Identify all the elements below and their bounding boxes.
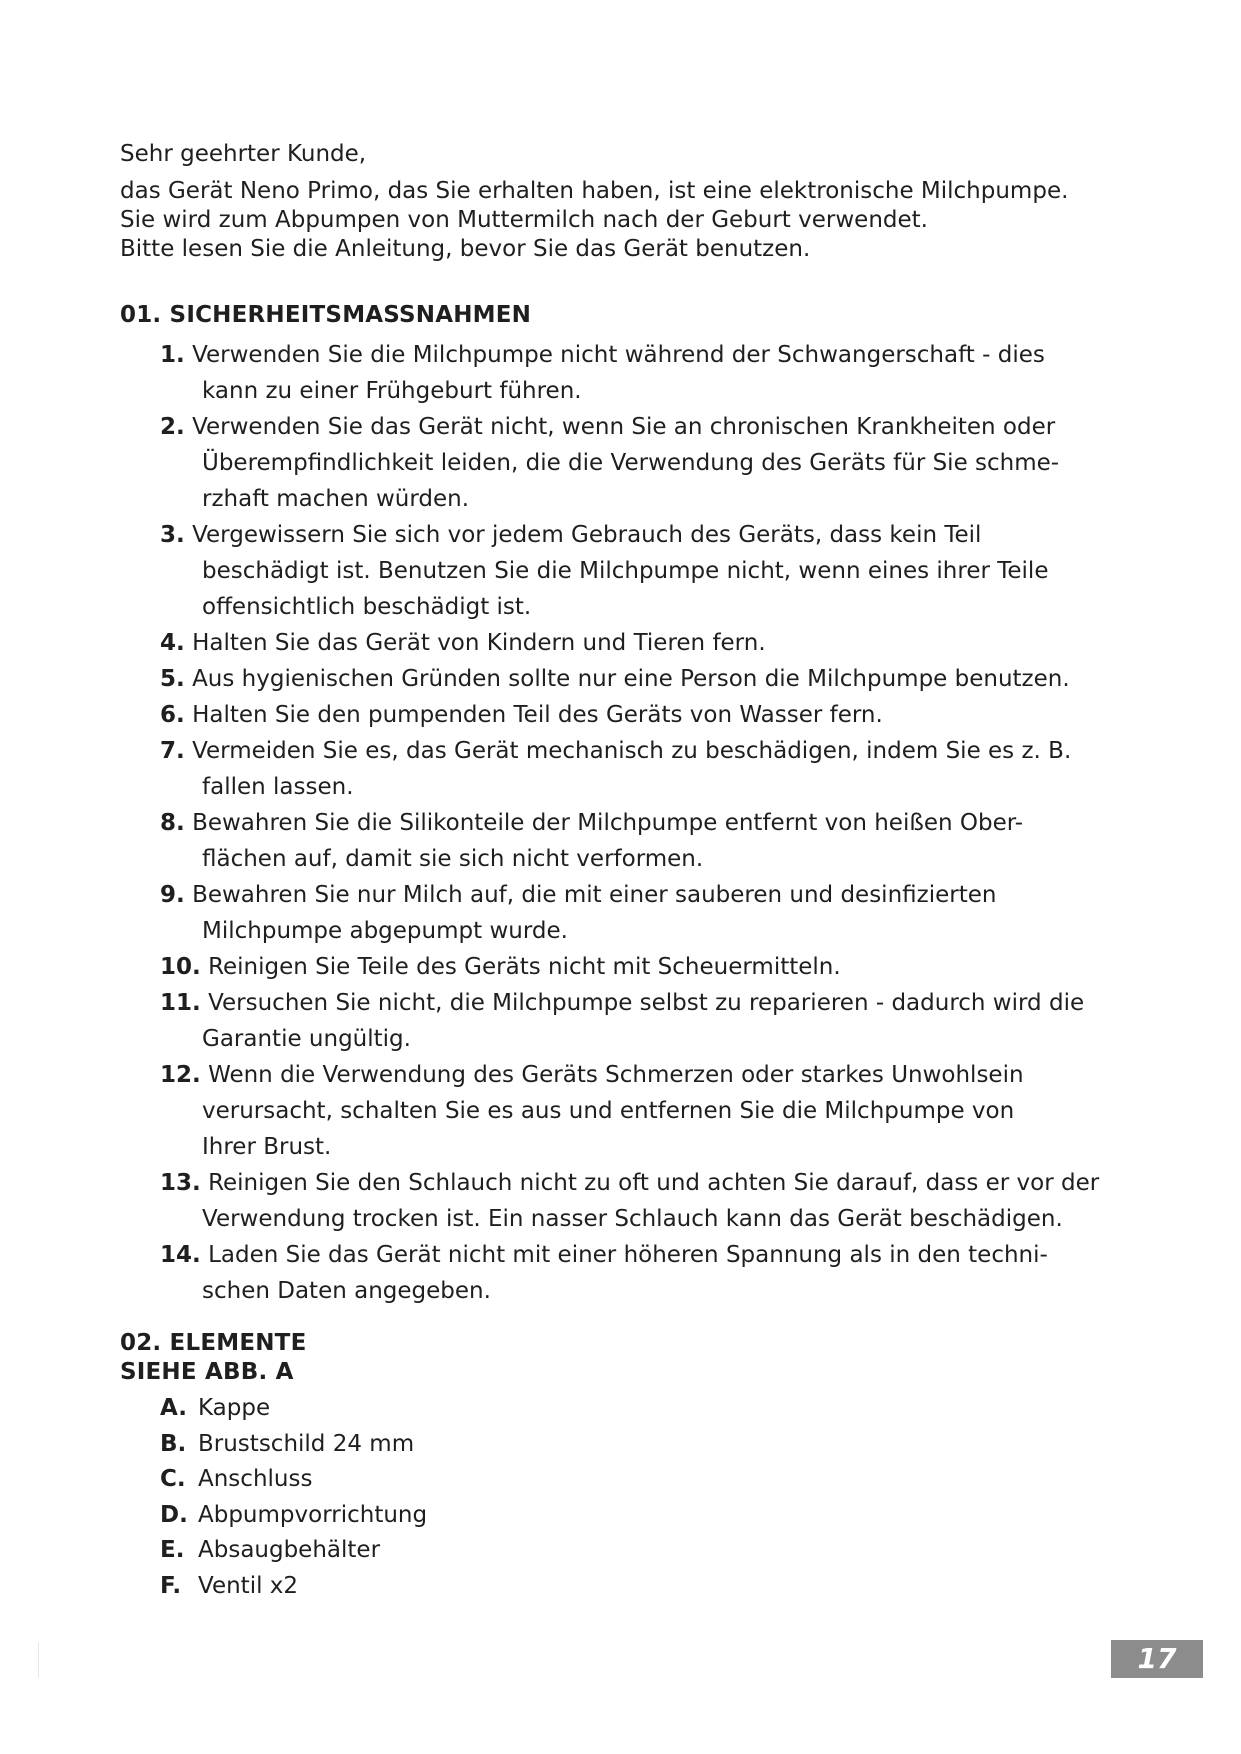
elements-list xyxy=(160,1391,1140,1604)
list-item: 14. Laden Sie das Gerät nicht mit einer höheren Spannung als in den techni- schen Daten angegeben. xyxy=(160,1242,1048,1304)
safety-list xyxy=(160,337,1140,1309)
list-item: 12. Wenn die Verwendung des Geräts Schmerzen oder starkes Unwohlsein verursacht, schalten Sie es aus und entfernen Sie die Milchpumpe von Ihrer Brust. xyxy=(160,1062,1024,1160)
list-item: 2. Verwenden Sie das Gerät nicht, wenn Sie an chronischen Krankheiten oder Überempfindlichkeit leiden, die die Verwendung des Geräts für Sie schme- rzhaft machen würden. xyxy=(160,414,1060,512)
intro-line-2: Sie wird zum Abpumpen von Muttermilch nach der Geburt verwendet. xyxy=(120,207,928,233)
list-item: 5. Aus hygienischen Gründen sollte nur eine Person die Milchpumpe benutzen. xyxy=(160,666,1070,692)
list-item: 6. Halten Sie den pumpenden Teil des Geräts von Wasser fern. xyxy=(160,702,883,728)
list-item: A. Kappe xyxy=(160,1395,271,1421)
list-item: D. Abpumpvorrichtung xyxy=(160,1501,428,1528)
page-number: 17 xyxy=(1111,1640,1203,1678)
section-safety-title: 01. SICHERHEITSMASSNAHMEN xyxy=(120,302,532,328)
margin-rule xyxy=(38,1642,39,1678)
list-item: 1. Verwenden Sie die Milchpumpe nicht während der Schwangerschaft - dies kann zu einer Frühgeburt führen. xyxy=(160,342,1045,404)
list-item: E. Absaugbehälter xyxy=(160,1537,381,1563)
list-item: 8. Bewahren Sie die Silikonteile der Milchpumpe entfernt von heißen Ober- flächen auf, damit sie sich nicht verformen. xyxy=(160,810,1024,872)
intro-line-1: das Gerät Neno Primo, das Sie erhalten haben, ist eine elektronische Milchpumpe. xyxy=(120,178,1069,204)
list-item: 7. Vermeiden Sie es, das Gerät mechanisch zu beschädigen, indem Sie es z. B. fallen lassen. xyxy=(160,738,1072,800)
list-item: 3. Vergewissern Sie sich vor jedem Gebrauch des Geräts, dass kein Teil beschädigt ist. Benutzen Sie die Milchpumpe nicht, wenn eines ihrer Teile offensichtlich beschädigt ist. xyxy=(160,522,1049,620)
section-elements-subtitle: SIEHE ABB. A xyxy=(120,1359,294,1385)
list-item: B. Brustschild 24 mm xyxy=(160,1430,415,1457)
section-elements-title: 02. ELEMENTE xyxy=(120,1330,307,1356)
list-item: F. Ventil x2 xyxy=(160,1572,299,1599)
intro-text xyxy=(120,140,1140,264)
list-item: 13. Reinigen Sie den Schlauch nicht zu oft und achten Sie darauf, dass er vor der Verwendung trocken ist. Ein nasser Schlauch kann das Gerät beschädigen. xyxy=(160,1170,1100,1232)
list-item: 9. Bewahren Sie nur Milch auf, die mit einer sauberen und desinfizierten Milchpumpe abgepumpt wurde. xyxy=(160,882,997,944)
intro-line-3: Bitte lesen Sie die Anleitung, bevor Sie das Gerät benutzen. xyxy=(120,236,811,262)
list-item: C. Anschluss xyxy=(160,1466,313,1492)
list-item: 4. Halten Sie das Gerät von Kindern und Tieren fern. xyxy=(160,630,766,656)
salutation: Sehr geehrter Kunde, xyxy=(120,141,367,167)
list-item: 11. Versuchen Sie nicht, die Milchpumpe selbst zu reparieren - dadurch wird die Garantie ungültig. xyxy=(160,990,1085,1052)
list-item: 10. Reinigen Sie Teile des Geräts nicht mit Scheuermitteln. xyxy=(160,954,841,980)
